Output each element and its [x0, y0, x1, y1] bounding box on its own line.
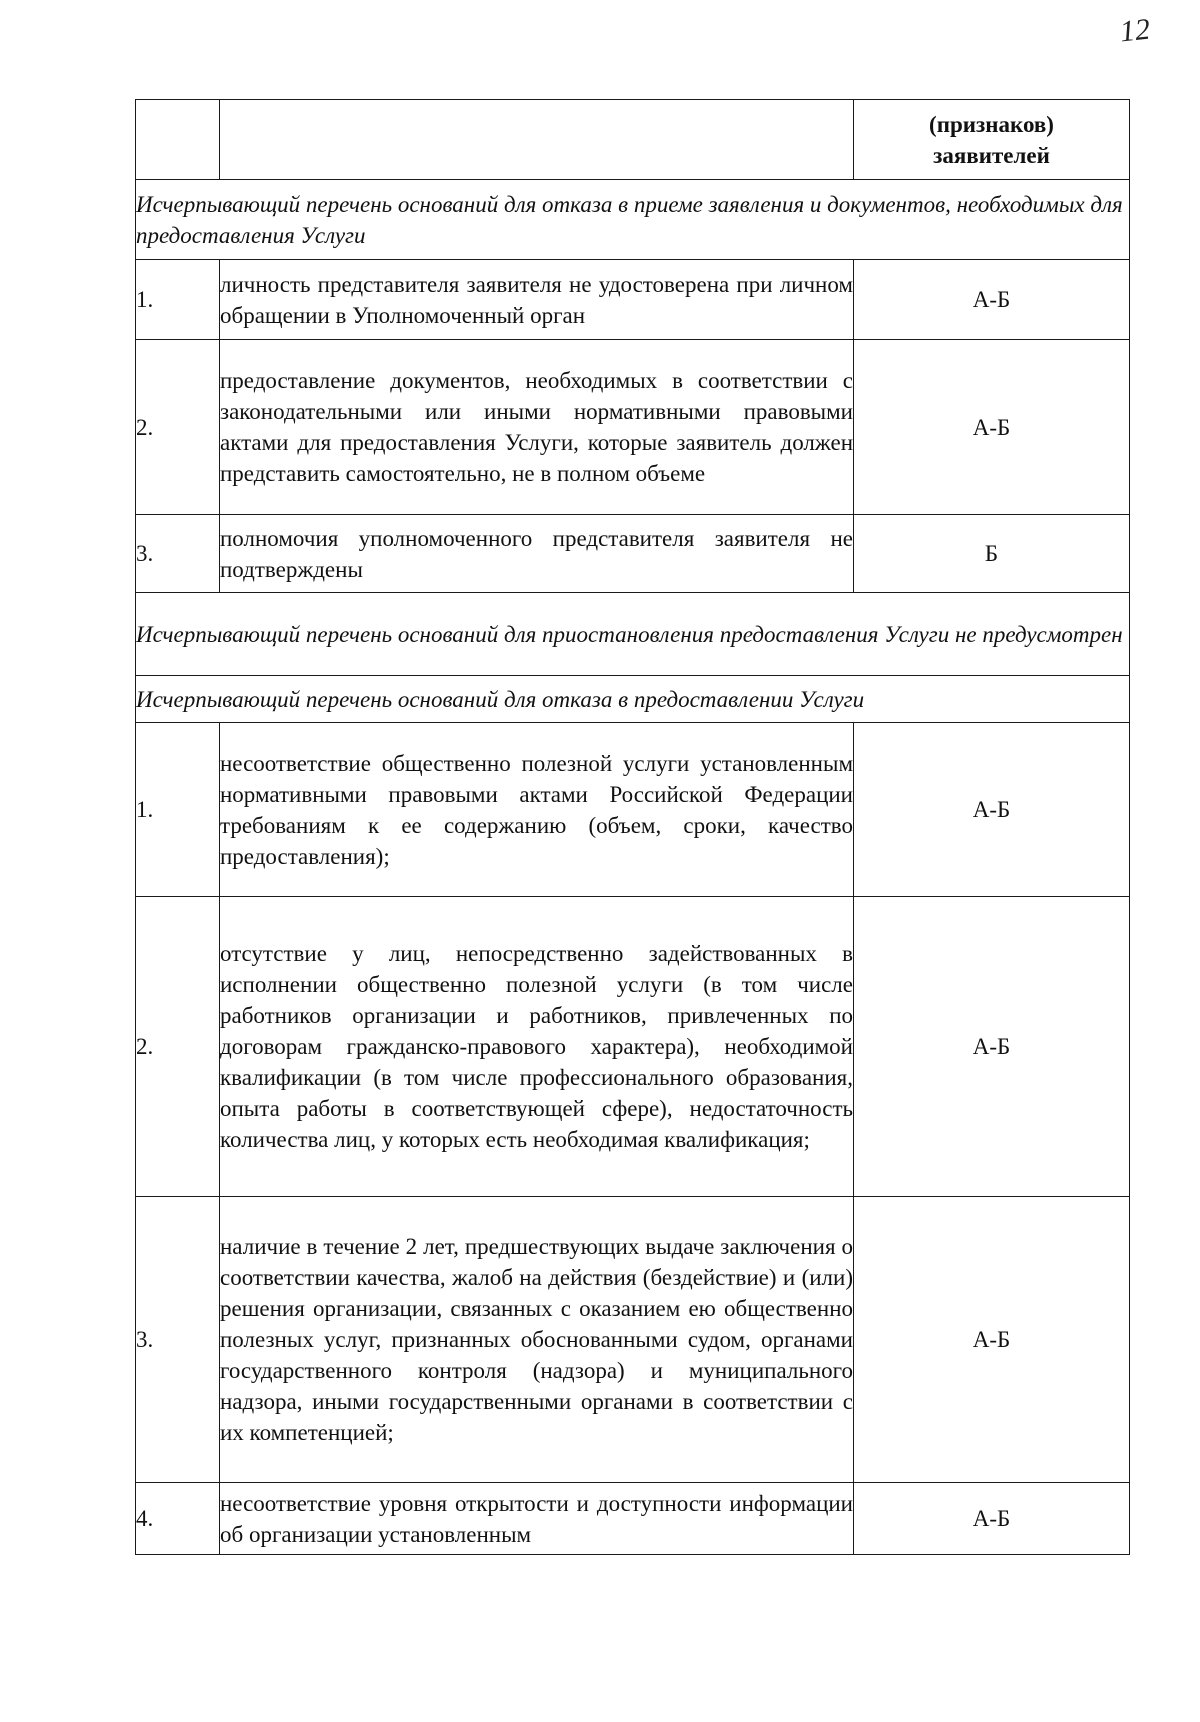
header-num-cell [136, 100, 220, 180]
row-text: личность представителя заявителя не удостоверена при личном обращении в Уполномоченный орган [220, 260, 854, 340]
row-number: 1. [136, 260, 220, 340]
row-code: А-Б [854, 340, 1130, 515]
header-text-cell [220, 100, 854, 180]
header-code-line-1: (признаков) [929, 111, 1054, 137]
section-title: Исчерпывающий перечень оснований для отказа в предоставлении Услуги [136, 676, 1130, 723]
table-row [136, 897, 1130, 1197]
row-number: 3. [136, 515, 220, 593]
table-row [136, 1197, 1130, 1483]
row-text: отсутствие у лиц, непосредственно задействованных в исполнении общественно полезной услуги (в том числе работников организации и работников, привлеченных по договорам гражданско-правового характера), необходимой квалификации (в том числе профессионального образования, опыта работы в соответствующей сфере), недостаточность количества лиц, у которых есть необходимая квалификация; [220, 897, 854, 1197]
row-text: несоответствие уровня открытости и доступности информации об организации установленным [220, 1483, 854, 1555]
table-row [136, 1483, 1130, 1555]
section-title: Исчерпывающий перечень оснований для отказа в приеме заявления и документов, необходимых для предоставления Услуги [136, 180, 1130, 260]
row-number: 3. [136, 1197, 220, 1483]
row-code: А-Б [854, 1483, 1130, 1555]
header-code-cell [854, 100, 1130, 180]
section-row [136, 593, 1130, 676]
table-row [136, 260, 1130, 340]
row-text: несоответствие общественно полезной услуги установленным нормативными правовыми актами Российской Федерации требованиям к ее содержанию (объем, сроки, качество предоставления); [220, 723, 854, 897]
grounds-table [135, 99, 1130, 1555]
page-number: 12 [1118, 12, 1152, 49]
section-row [136, 676, 1130, 723]
section-title: Исчерпывающий перечень оснований для приостановления предоставления Услуги не предусмотрен [136, 593, 1130, 676]
row-text: предоставление документов, необходимых в соответствии с законодательными или иными нормативными правовыми актами для предоставления Услуги, которые заявитель должен представить самостоятельно, не в полном объеме [220, 340, 854, 515]
header-code-line-2: заявителей [933, 142, 1050, 168]
row-code: А-Б [854, 260, 1130, 340]
row-number: 2. [136, 897, 220, 1197]
table-row [136, 515, 1130, 593]
row-number: 4. [136, 1483, 220, 1555]
row-code: Б [854, 515, 1130, 593]
row-code: А-Б [854, 723, 1130, 897]
table-row [136, 723, 1130, 897]
row-number: 2. [136, 340, 220, 515]
row-number: 1. [136, 723, 220, 897]
row-text: полномочия уполномоченного представителя заявителя не подтверждены [220, 515, 854, 593]
table-header-row [136, 100, 1130, 180]
row-text: наличие в течение 2 лет, предшествующих выдаче заключения о соответствии качества, жалоб на действия (бездействие) и (или) решения организации, связанных с оказанием ею общественно полезных услуг, признанных обоснованными судом, органами государственного контроля (надзора) и муниципального надзора, иными государственными органами в соответствии с их компетенцией; [220, 1197, 854, 1483]
section-row [136, 180, 1130, 260]
row-code: А-Б [854, 897, 1130, 1197]
row-code: А-Б [854, 1197, 1130, 1483]
table-row [136, 340, 1130, 515]
